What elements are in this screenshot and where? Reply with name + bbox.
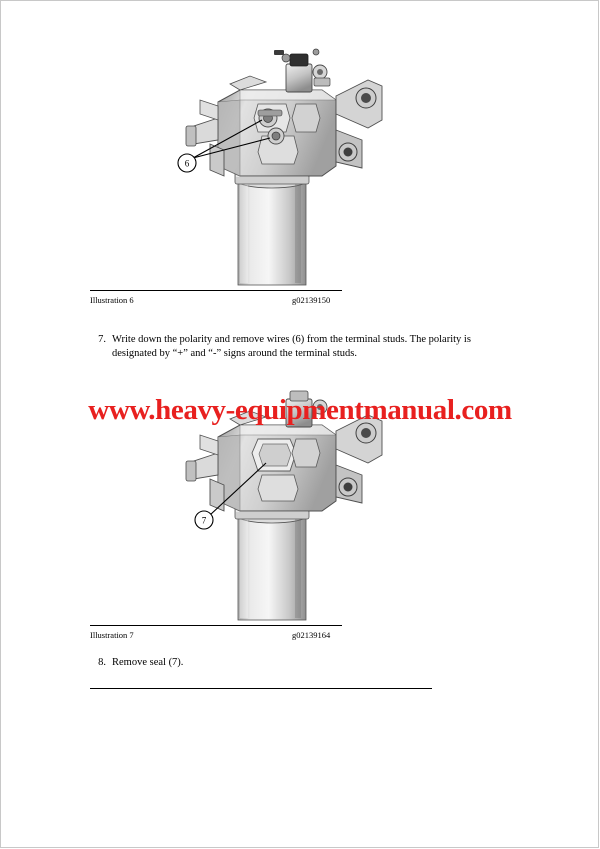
step-8-number: 8. (98, 657, 106, 668)
illustration-7-rule (90, 625, 342, 626)
illustration-6-image (90, 40, 510, 290)
figure-illustration-6 (90, 40, 510, 309)
step-7 (90, 333, 515, 360)
step-7-number: 7. (98, 334, 106, 345)
step-7-text: Write down the polarity and remove wires (6) from the terminal studs. The polarity is designated by “+” and “-” signs around the terminal studs. (112, 334, 471, 359)
illustration-6-rule (90, 290, 342, 291)
step-8-text: Remove seal (7). (112, 657, 184, 668)
illustration-7-caption-label: Illustration 7 (90, 630, 134, 640)
illustration-6-caption-code: g02139150 (292, 295, 331, 305)
callout-6-label: 6 (184, 158, 190, 169)
step-8 (90, 656, 515, 670)
section-divider (90, 688, 432, 689)
watermark-text: www.heavy-equipmentmanual.com (88, 394, 512, 426)
illustration-6-caption-label: Illustration 6 (90, 295, 134, 305)
illustration-7-caption-code: g02139164 (292, 630, 331, 640)
callout-7-label: 7 (201, 515, 207, 526)
pump-assembly-drawing-6 (90, 40, 510, 290)
illustration-7-caption (90, 630, 342, 644)
illustration-6-caption (90, 295, 342, 309)
